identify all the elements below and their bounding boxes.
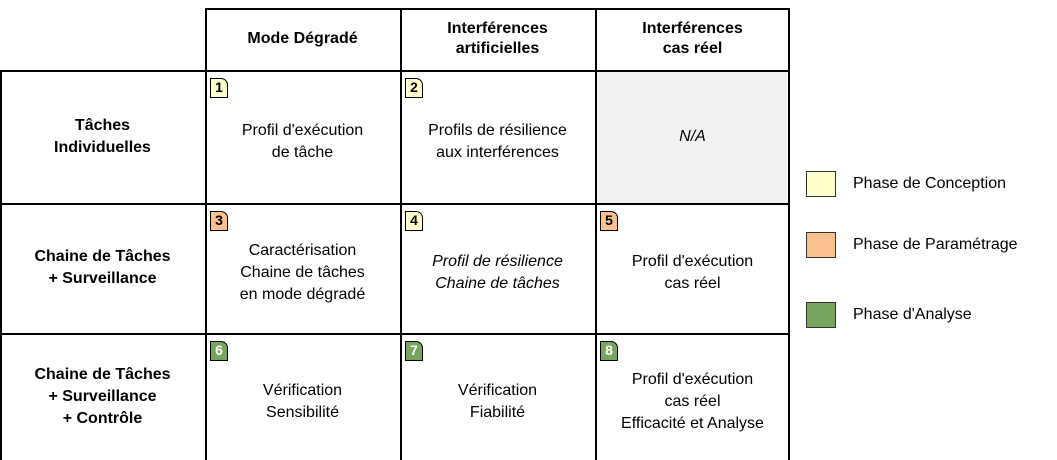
grid-line-h2: [0, 203, 790, 205]
phase-number: 8: [605, 342, 613, 358]
grid-line-h3: [0, 333, 790, 335]
legend-swatch: [806, 302, 836, 328]
phase-number: 7: [410, 342, 418, 358]
matrix-cell-3-1: Vérification Sensibilité: [262, 381, 343, 421]
matrix-cell-2-3: Profil d'exécution cas réel: [631, 253, 754, 292]
row-header-1: Tâches Individuelles: [54, 116, 151, 156]
row-header-3: Chaine de Tâches + Surveillance + Contrôle: [34, 365, 171, 427]
legend-label: Phase d'Analyse: [853, 306, 972, 323]
matrix-cell-2-2: Profil de résilience Chaine de tâches: [432, 253, 563, 292]
column-header-1: Mode Dégradé: [247, 30, 358, 47]
row-header-2: Chaine de Tâches + Surveillance: [34, 248, 171, 287]
column-header-2: Interférences artificielles: [447, 20, 548, 57]
matrix-cell-3-2: Vérification Fiabilité: [457, 381, 538, 421]
legend-label: Phase de Conception: [853, 175, 1006, 192]
matrix-cell-1-3: N/A: [595, 70, 790, 203]
grid-line-v1: [205, 8, 207, 460]
grid-line-v3: [595, 8, 597, 460]
column-header-3: Interférences cas réel: [642, 20, 743, 57]
phase-number: 4: [410, 212, 418, 228]
phase-number: 5: [605, 212, 613, 228]
matrix-cell-3-3: Profil d'exécution cas réel Efficacité et Analyse: [621, 370, 764, 432]
grid-line-left: [0, 70, 2, 460]
legend-swatch: [806, 171, 836, 197]
grid-line-h1: [0, 70, 790, 72]
matrix-cell-1-1: Profil d'exécution de tâche: [241, 121, 364, 161]
phase-number-badge: [600, 341, 618, 361]
phase-number: 2: [410, 79, 418, 95]
legend-label: Phase de Paramétrage: [853, 236, 1018, 253]
phase-number-badge: [405, 341, 423, 361]
matrix-cell-2-1: Caractérisation Chaine de tâches en mode dégradé: [239, 242, 366, 303]
phase-number-badge: [405, 78, 423, 98]
grid-line-v4: [788, 8, 790, 460]
phase-number-badge: [405, 211, 423, 231]
phase-number-badge: [210, 341, 228, 361]
phase-number-badge: [210, 211, 228, 231]
phase-number-badge: [210, 78, 228, 98]
phase-number: 6: [215, 342, 223, 358]
matrix-cell-1-2: Profils de résilience aux interférences: [428, 121, 567, 161]
phase-number-badge: [600, 211, 618, 231]
phase-number: 3: [215, 212, 223, 228]
grid-line-top: [205, 8, 790, 10]
grid-line-v2: [400, 8, 402, 460]
legend-swatch: [806, 232, 836, 258]
phase-number: 1: [215, 79, 223, 95]
